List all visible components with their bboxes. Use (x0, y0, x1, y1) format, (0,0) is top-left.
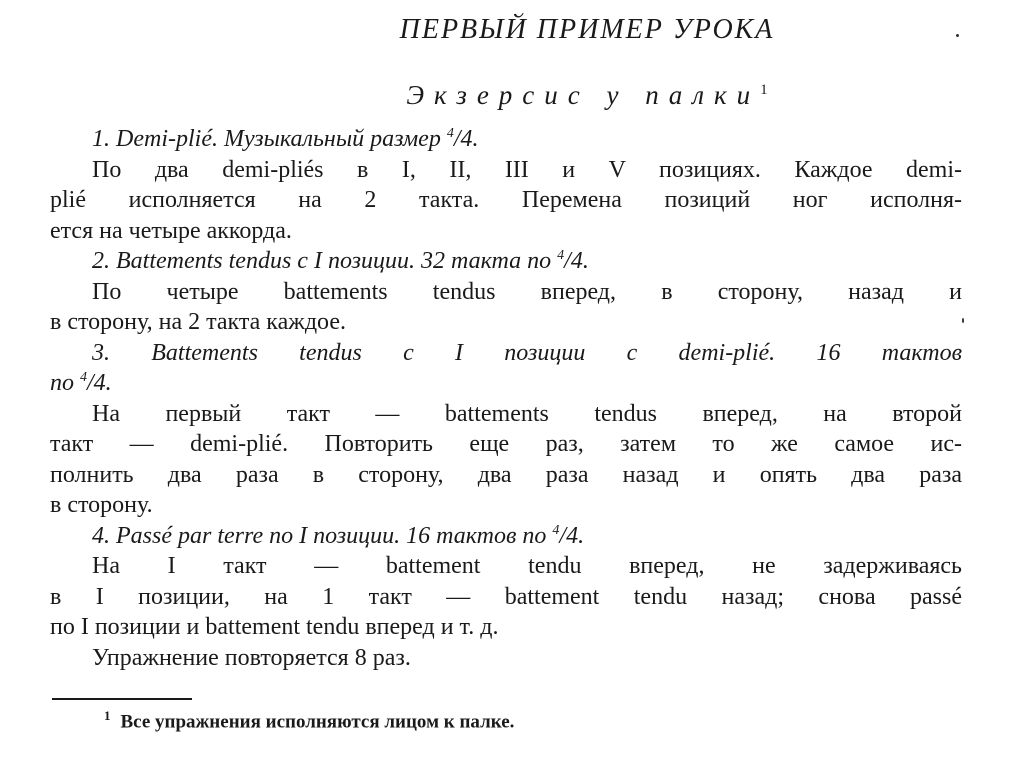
exercise-4-body-line: в I позиции, на 1 такт — battement tendu назад; снова passé (50, 583, 962, 610)
footnote-divider (52, 698, 192, 700)
exercise-1-body-line: plié исполняется на 2 такта. Перемена позиций ног исполня- (50, 187, 962, 213)
subtitle-footnote-mark: 1 (760, 82, 768, 98)
meter-numerator: 4 (446, 126, 454, 141)
meter-denominator: 4. (566, 522, 585, 549)
footnote-mark: 1 (104, 708, 111, 723)
exercise-3-heading-cont: по $^4$/4. (50, 370, 112, 396)
exercise-4-body-line: по I позиции и battement tendu вперед и т. д. (50, 614, 499, 640)
exercise-list (50, 124, 962, 673)
footnote-text: Все упражнения исполняются лицом к палке. (120, 711, 515, 733)
exercise-2-body-line: в сторону, на 2 такта каждое. (50, 309, 346, 335)
section-subtitle (0, 80, 1024, 111)
meter-numerator: 4 (80, 370, 87, 385)
meter-numerator: 4 (552, 522, 560, 538)
meter-numerator: 4 (557, 248, 565, 263)
exercise-3-body-line: На первый такт — battements tendus вперед, на второй (92, 400, 962, 427)
page-title: ПЕРВЫЙ ПРИМЕР УРОКА (399, 14, 775, 45)
exercise-3-body-line: в сторону. (50, 492, 153, 518)
exercise-1-heading: 1. Demi-plié. Музыкальный размер $^4$/4. (92, 126, 479, 152)
meter-denominator: 4. (93, 370, 112, 396)
meter-denominator: 4. (570, 248, 589, 274)
exercise-1-body-line: ется на четыре аккорда. (50, 217, 292, 244)
scan-speck (956, 34, 959, 37)
meter-denominator: 4. (460, 126, 479, 152)
exercise-4-heading: 4. Passé par terre по I позиции. 16 тактов по $^4$/4. (92, 522, 585, 549)
exercise-4-closing-line: Упражнение повторяется 8 раз. (92, 644, 411, 671)
exercise-4-body-line: На I такт — battement tendu вперед, не задерживаясь (92, 553, 962, 579)
exercise-2-heading: 2. Battements tendus с I позиции. 32 такта по $^4$/4. (92, 248, 589, 274)
exercise-heading-text: 4. Passé par terre по I позиции. 16 тактов по (92, 522, 547, 549)
exercise-heading-text: 2. Battements tendus с I позиции. 32 такта по (92, 248, 552, 274)
exercise-2-body-line: По четыре battements tendus вперед, в сторону, назад и (92, 278, 962, 305)
exercise-3-body-line: полнить два раза в сторону, два раза назад и опять два раза (50, 461, 962, 488)
scan-speck (962, 318, 964, 323)
footnote (104, 708, 514, 733)
exercise-1-body-line: По два demi-pliés в I, II, III и V позициях. Каждое demi- (92, 156, 962, 183)
exercise-heading-text: 1. Demi-plié. Музыкальный размер (92, 126, 441, 152)
section-subtitle-text: Экзерсис у палки (406, 80, 761, 110)
exercise-heading-text: по (50, 370, 74, 396)
exercise-3-heading: 3. Battements tendus с I позиции с demi-plié. 16 тактов (92, 339, 962, 366)
exercise-3-body-line: такт — demi-plié. Повторить еще раз, затем то же самое ис- (50, 431, 962, 457)
